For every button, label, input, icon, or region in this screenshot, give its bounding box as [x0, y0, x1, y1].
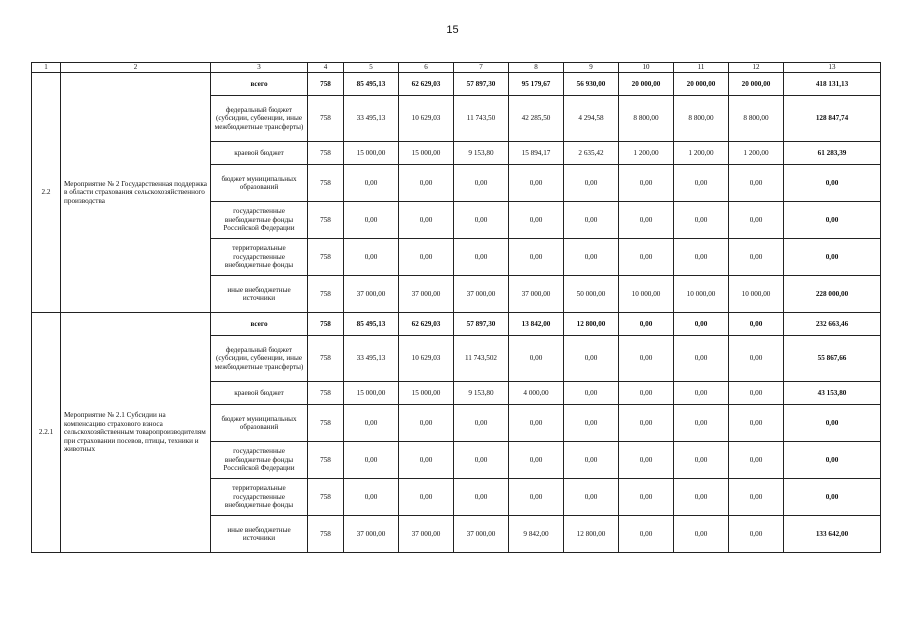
amount-cell: 0,00: [399, 442, 454, 479]
amount-cell: 10 000,00: [674, 276, 729, 313]
item-title: Мероприятие № 2 Государственная поддержка в области страхования сельскохозяйственного производства: [61, 73, 211, 313]
amount-cell: 37 000,00: [344, 276, 399, 313]
amount-cell: 0,00: [619, 516, 674, 553]
amount-cell: 0,00: [564, 165, 619, 202]
header-row: [32, 63, 881, 73]
amount-cell: 0,00: [564, 479, 619, 516]
total-cell: 0,00: [784, 239, 881, 276]
header-cell: 3: [211, 63, 308, 73]
amount-cell: 2 635,42: [564, 142, 619, 165]
amount-cell: 0,00: [674, 442, 729, 479]
amount-cell: 0,00: [674, 239, 729, 276]
amount-cell: 62 629,03: [399, 313, 454, 336]
amount-cell: 0,00: [344, 442, 399, 479]
funding-source: федеральный бюджет (субсидии, субвенции, иные межбюджетные трансферты): [211, 336, 308, 382]
amount-cell: 8 800,00: [619, 96, 674, 142]
amount-cell: 0,00: [674, 313, 729, 336]
funding-source: всего: [211, 313, 308, 336]
total-cell: 133 642,00: [784, 516, 881, 553]
funding-source: иные внебюджетные источники: [211, 516, 308, 553]
amount-cell: 37 000,00: [454, 276, 509, 313]
amount-cell: 0,00: [564, 442, 619, 479]
amount-cell: 15 894,17: [509, 142, 564, 165]
amount-cell: 1 200,00: [674, 142, 729, 165]
amount-cell: 95 179,67: [509, 73, 564, 96]
amount-cell: 10 629,03: [399, 336, 454, 382]
total-cell: 0,00: [784, 165, 881, 202]
page-number: 15: [446, 24, 459, 36]
amount-cell: 13 842,00: [509, 313, 564, 336]
funding-source: краевой бюджет: [211, 382, 308, 405]
amount-cell: 0,00: [619, 382, 674, 405]
amount-cell: 0,00: [454, 405, 509, 442]
budget-code: 758: [308, 382, 344, 405]
item-index: 2.2.1: [32, 313, 61, 553]
total-cell: 128 847,74: [784, 96, 881, 142]
funding-source: иные внебюджетные источники: [211, 276, 308, 313]
header-cell: 1: [32, 63, 61, 73]
amount-cell: 0,00: [619, 202, 674, 239]
amount-cell: 20 000,00: [674, 73, 729, 96]
amount-cell: 1 200,00: [619, 142, 674, 165]
amount-cell: 37 000,00: [399, 276, 454, 313]
amount-cell: 0,00: [729, 442, 784, 479]
budget-code: 758: [308, 405, 344, 442]
amount-cell: 0,00: [619, 336, 674, 382]
budget-code: 758: [308, 142, 344, 165]
amount-cell: 0,00: [729, 382, 784, 405]
amount-cell: 0,00: [674, 336, 729, 382]
amount-cell: 33 495,13: [344, 336, 399, 382]
amount-cell: 0,00: [729, 516, 784, 553]
total-cell: 228 000,00: [784, 276, 881, 313]
amount-cell: 15 000,00: [399, 382, 454, 405]
funding-source: всего: [211, 73, 308, 96]
budget-code: 758: [308, 165, 344, 202]
funding-source: территориальные государственные внебюджетные фонды: [211, 479, 308, 516]
amount-cell: 0,00: [509, 165, 564, 202]
amount-cell: 12 800,00: [564, 313, 619, 336]
amount-cell: 0,00: [399, 405, 454, 442]
amount-cell: 0,00: [619, 239, 674, 276]
funding-source: бюджет муниципальных образований: [211, 165, 308, 202]
item-index: 2.2: [32, 73, 61, 313]
amount-cell: 0,00: [509, 336, 564, 382]
budget-code: 758: [308, 479, 344, 516]
amount-cell: 57 897,30: [454, 313, 509, 336]
header-cell: 11: [674, 63, 729, 73]
amount-cell: 15 000,00: [399, 142, 454, 165]
amount-cell: 37 000,00: [509, 276, 564, 313]
budget-table: [31, 62, 881, 553]
amount-cell: 0,00: [399, 479, 454, 516]
amount-cell: 0,00: [729, 165, 784, 202]
amount-cell: 0,00: [509, 405, 564, 442]
total-cell: 232 663,46: [784, 313, 881, 336]
total-cell: 0,00: [784, 479, 881, 516]
budget-code: 758: [308, 276, 344, 313]
amount-cell: 0,00: [564, 336, 619, 382]
budget-code: 758: [308, 239, 344, 276]
header-cell: 12: [729, 63, 784, 73]
amount-cell: 9 842,00: [509, 516, 564, 553]
item-title: Мероприятие № 2.1 Субсидии на компенсацию страхового взноса сельскохозяйственным товаропроизводителям при страховании посевов, птицы, техники и животных: [61, 313, 211, 553]
amount-cell: 0,00: [619, 442, 674, 479]
amount-cell: 4 000,00: [509, 382, 564, 405]
amount-cell: 0,00: [454, 479, 509, 516]
amount-cell: 0,00: [399, 202, 454, 239]
total-cell: 61 283,39: [784, 142, 881, 165]
amount-cell: 0,00: [344, 165, 399, 202]
amount-cell: 15 000,00: [344, 382, 399, 405]
amount-cell: 0,00: [344, 239, 399, 276]
amount-cell: 0,00: [729, 405, 784, 442]
amount-cell: 0,00: [454, 202, 509, 239]
amount-cell: 0,00: [729, 336, 784, 382]
amount-cell: 37 000,00: [344, 516, 399, 553]
amount-cell: 0,00: [674, 479, 729, 516]
amount-cell: 0,00: [729, 239, 784, 276]
amount-cell: 0,00: [564, 202, 619, 239]
amount-cell: 42 285,50: [509, 96, 564, 142]
amount-cell: 85 495,13: [344, 313, 399, 336]
amount-cell: 10 629,03: [399, 96, 454, 142]
amount-cell: 0,00: [454, 442, 509, 479]
amount-cell: 11 743,502: [454, 336, 509, 382]
amount-cell: 0,00: [674, 202, 729, 239]
header-cell: 6: [399, 63, 454, 73]
amount-cell: 0,00: [564, 405, 619, 442]
amount-cell: 33 495,13: [344, 96, 399, 142]
header-cell: 2: [61, 63, 211, 73]
amount-cell: 1 200,00: [729, 142, 784, 165]
funding-source: федеральный бюджет (субсидии, субвенции, иные межбюджетные трансферты): [211, 96, 308, 142]
budget-code: 758: [308, 202, 344, 239]
amount-cell: 0,00: [564, 382, 619, 405]
budget-code: 758: [308, 73, 344, 96]
amount-cell: 10 000,00: [619, 276, 674, 313]
amount-cell: 57 897,30: [454, 73, 509, 96]
amount-cell: 0,00: [509, 202, 564, 239]
table-row: [32, 73, 881, 96]
amount-cell: 0,00: [674, 405, 729, 442]
header-cell: 9: [564, 63, 619, 73]
total-cell: 43 153,80: [784, 382, 881, 405]
total-cell: 0,00: [784, 442, 881, 479]
amount-cell: 0,00: [454, 239, 509, 276]
funding-source: государственные внебюджетные фонды Российской Федерации: [211, 442, 308, 479]
amount-cell: 12 800,00: [564, 516, 619, 553]
amount-cell: 0,00: [454, 165, 509, 202]
header-cell: 10: [619, 63, 674, 73]
amount-cell: 37 000,00: [399, 516, 454, 553]
amount-cell: 0,00: [509, 479, 564, 516]
amount-cell: 0,00: [619, 313, 674, 336]
funding-source: государственные внебюджетные фонды Российской Федерации: [211, 202, 308, 239]
amount-cell: 0,00: [674, 516, 729, 553]
amount-cell: 0,00: [729, 202, 784, 239]
amount-cell: 9 153,80: [454, 382, 509, 405]
total-cell: 0,00: [784, 405, 881, 442]
budget-code: 758: [308, 96, 344, 142]
amount-cell: 0,00: [344, 202, 399, 239]
funding-source: бюджет муниципальных образований: [211, 405, 308, 442]
amount-cell: 10 000,00: [729, 276, 784, 313]
amount-cell: 0,00: [399, 239, 454, 276]
amount-cell: 85 495,13: [344, 73, 399, 96]
amount-cell: 4 294,58: [564, 96, 619, 142]
budget-code: 758: [308, 313, 344, 336]
budget-code: 758: [308, 516, 344, 553]
amount-cell: 20 000,00: [729, 73, 784, 96]
budget-code: 758: [308, 442, 344, 479]
amount-cell: 0,00: [619, 405, 674, 442]
amount-cell: 0,00: [674, 165, 729, 202]
amount-cell: 0,00: [344, 405, 399, 442]
budget-code: 758: [308, 336, 344, 382]
amount-cell: 20 000,00: [619, 73, 674, 96]
amount-cell: 50 000,00: [564, 276, 619, 313]
amount-cell: 9 153,80: [454, 142, 509, 165]
amount-cell: 62 629,03: [399, 73, 454, 96]
amount-cell: 0,00: [619, 479, 674, 516]
header-cell: 7: [454, 63, 509, 73]
amount-cell: 15 000,00: [344, 142, 399, 165]
amount-cell: 11 743,50: [454, 96, 509, 142]
header-cell: 4: [308, 63, 344, 73]
total-cell: 55 867,66: [784, 336, 881, 382]
funding-source: территориальные государственные внебюджетные фонды: [211, 239, 308, 276]
amount-cell: 0,00: [729, 479, 784, 516]
amount-cell: 0,00: [509, 442, 564, 479]
header-cell: 5: [344, 63, 399, 73]
total-cell: 418 131,13: [784, 73, 881, 96]
amount-cell: 0,00: [564, 239, 619, 276]
amount-cell: 37 000,00: [454, 516, 509, 553]
table-row: [32, 313, 881, 336]
header-cell: 8: [509, 63, 564, 73]
header-cell: 13: [784, 63, 881, 73]
amount-cell: 0,00: [729, 313, 784, 336]
amount-cell: 8 800,00: [729, 96, 784, 142]
amount-cell: 0,00: [509, 239, 564, 276]
amount-cell: 0,00: [674, 382, 729, 405]
amount-cell: 8 800,00: [674, 96, 729, 142]
funding-source: краевой бюджет: [211, 142, 308, 165]
amount-cell: 0,00: [344, 479, 399, 516]
amount-cell: 56 930,00: [564, 73, 619, 96]
amount-cell: 0,00: [399, 165, 454, 202]
total-cell: 0,00: [784, 202, 881, 239]
amount-cell: 0,00: [619, 165, 674, 202]
